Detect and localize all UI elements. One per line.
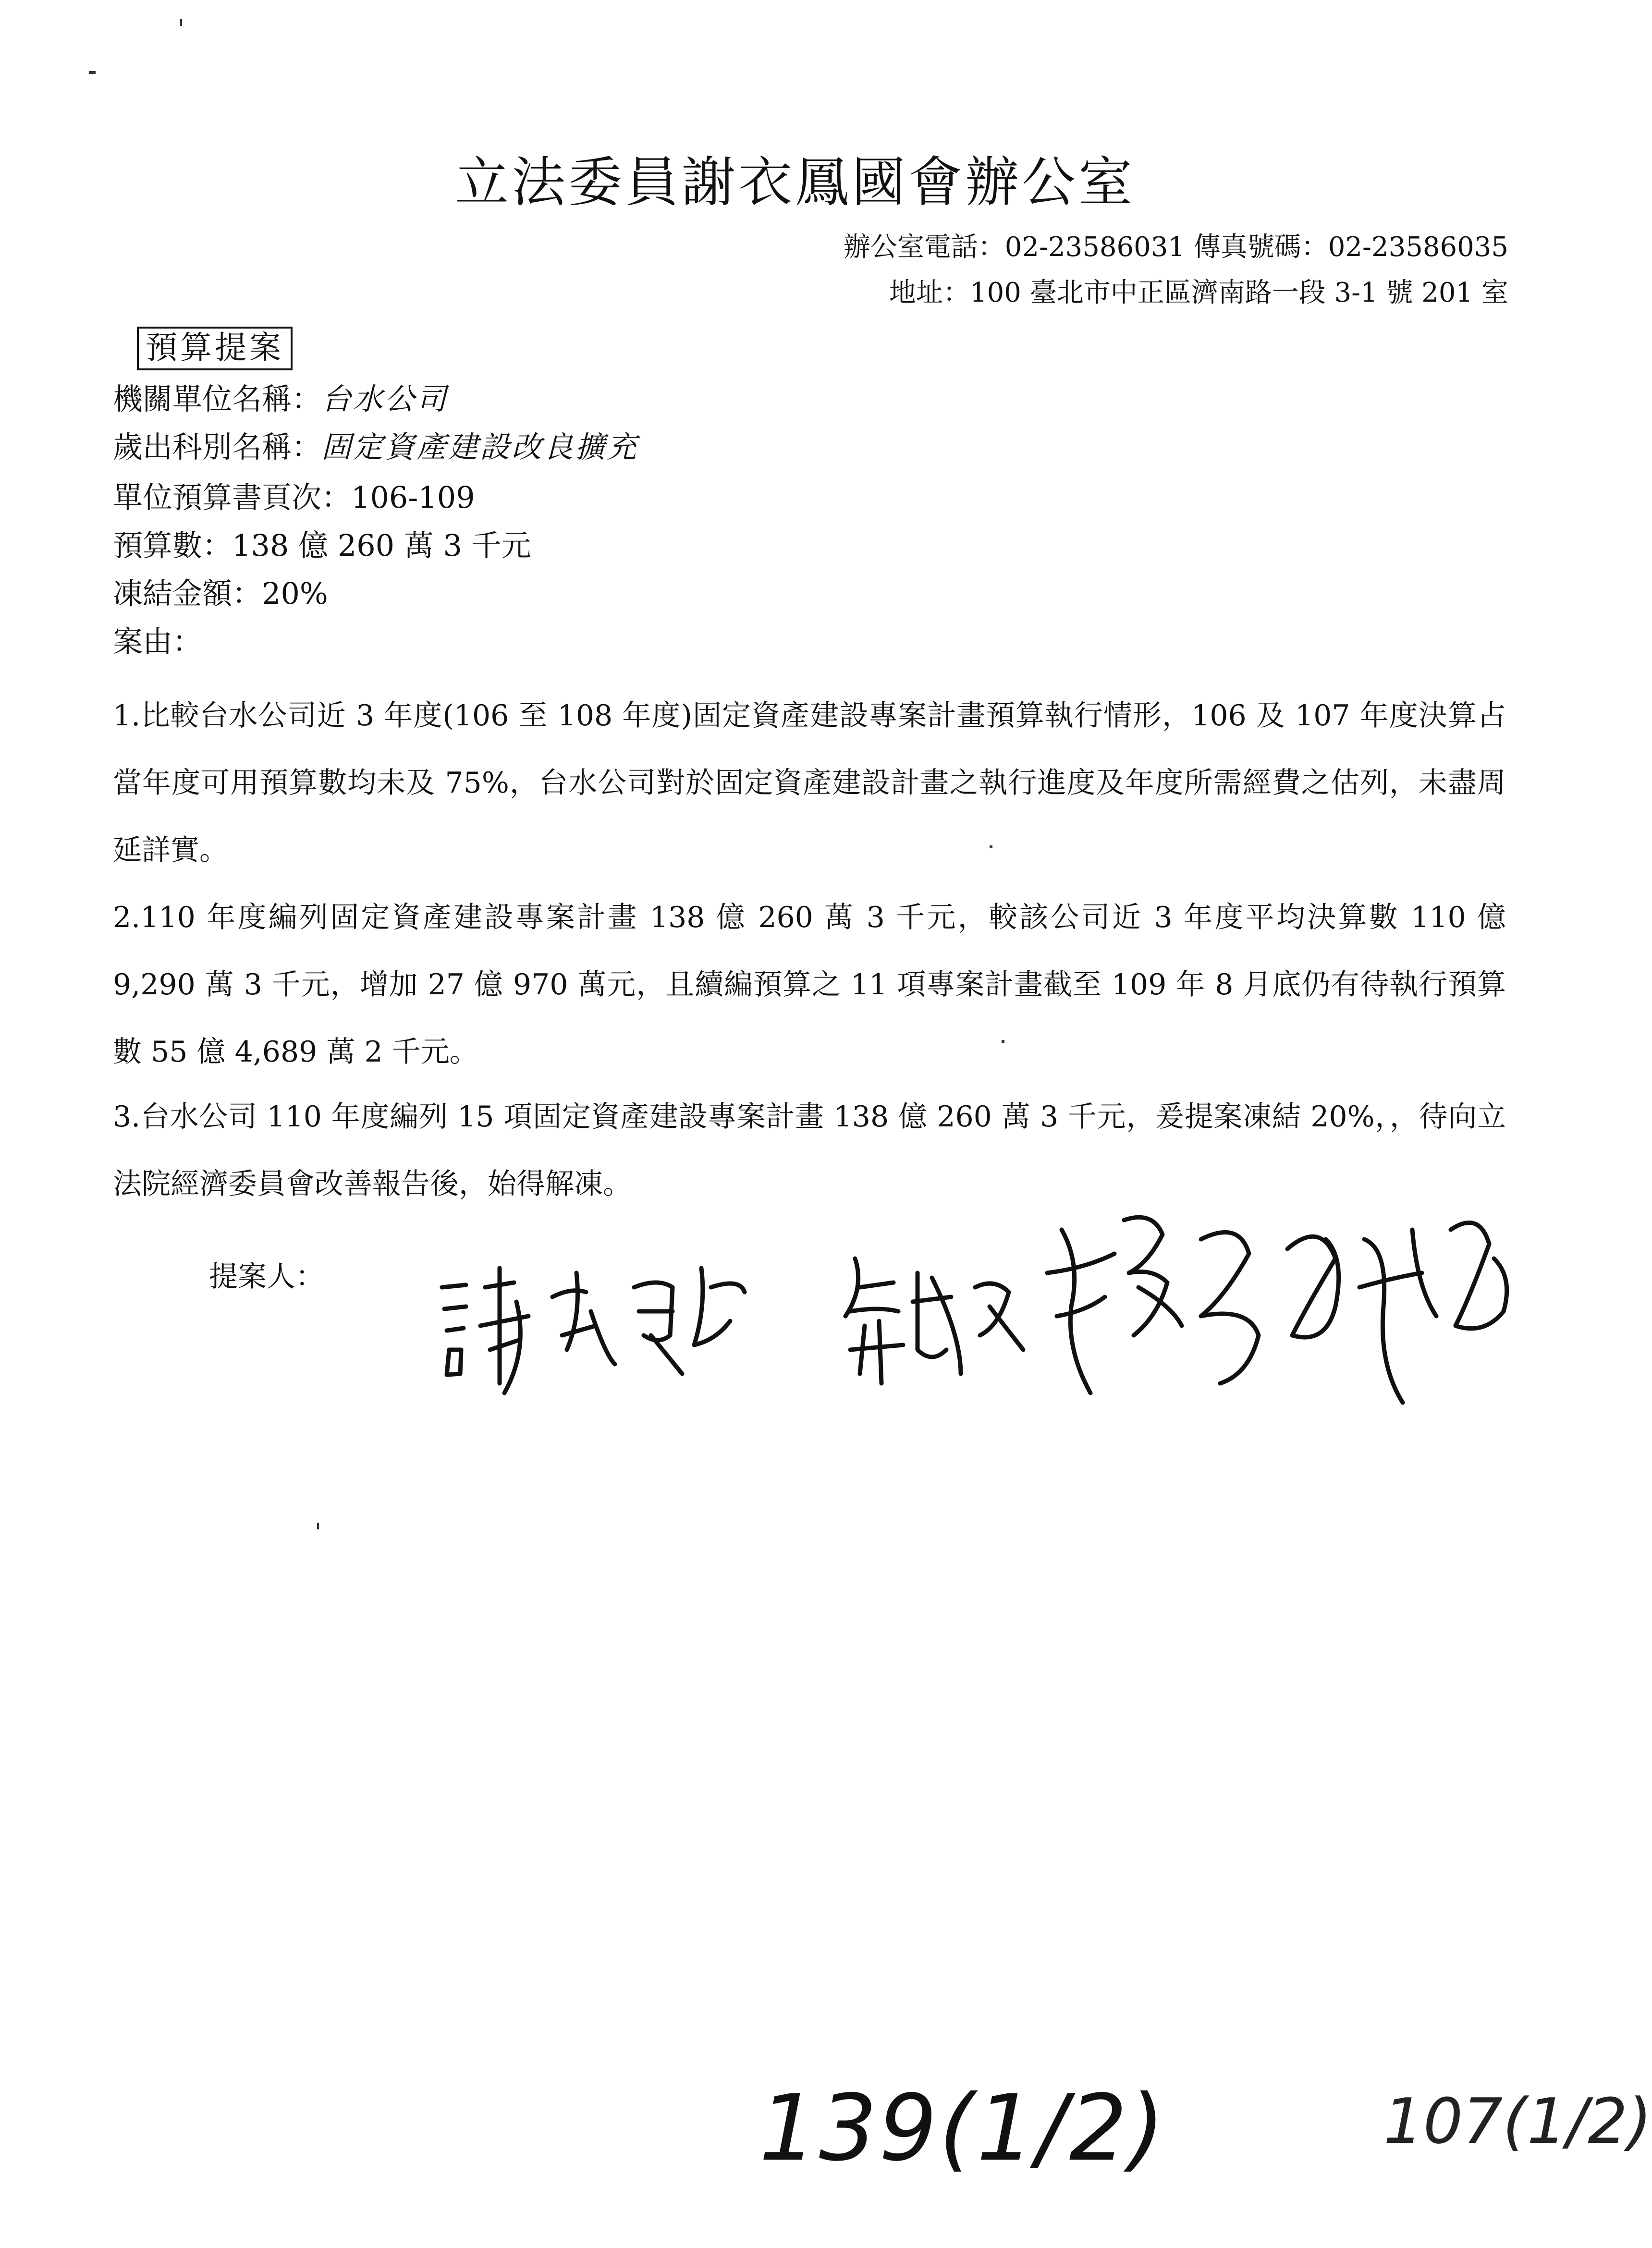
reason-paragraph-3: 3.台水公司 110 年度編列 15 項固定資產建設專案計畫 138 億 260 萬 3 千元，爰提案凍結 20%，，待向立法院經濟委員會改善報告後，始得解凍。: [113, 1100, 1506, 1201]
field-budget-item-label: 歲出科別名稱：: [113, 429, 322, 464]
field-agency: [113, 381, 449, 416]
scan-speck: [317, 1523, 319, 1529]
handwritten-signatures: [432, 1191, 1561, 1441]
field-pages-value: 106-109: [351, 480, 475, 515]
field-amount: [113, 528, 531, 563]
field-budget-item-value: 固定資產建設改良擴充: [321, 429, 639, 464]
field-pages: [113, 480, 475, 515]
signature-2: [845, 1258, 1023, 1383]
field-frozen-value: 20%: [262, 576, 328, 611]
signature-3: [1047, 1217, 1507, 1403]
page-number-handwritten: 139(1/2): [759, 2075, 1167, 2181]
signature-1: [442, 1268, 745, 1393]
proposer-label: 提案人：: [209, 1260, 324, 1294]
field-frozen-label: 凍結金額：: [113, 576, 262, 611]
office-address: 地址：100 臺北市中正區濟南路一段 3-1 號 201 室: [889, 277, 1508, 308]
field-budget-item: [113, 429, 639, 464]
reason-paragraph-2: 2.110 年度編列固定資產建設專案計畫 138 億 260 萬 3 千元，較該公司近 3 年度平均決算數 110 億 9,290 萬 3 千元，增加 27 億 970 萬元，且續編預算之 11 項專案計畫截至 109 年 8 月底仍有待執行預算數 55 億 4,689 萬 2 千元。: [113, 901, 1506, 1069]
page-number-handwritten-alt: 107(1/2): [1383, 2085, 1652, 2158]
field-reason-label: 案由：: [113, 624, 203, 659]
reason-paragraph-1: 1.比較台水公司近 3 年度(106 至 108 年度)固定資產建設專案計畫預算執行情形，106 及 107 年度決算占當年度可用預算數均未及 75%，台水公司對於固定資產建設計畫之執行進度及年度所需經費之估列，未盡周延詳實。: [113, 699, 1506, 867]
scan-speck: [89, 71, 96, 74]
proposal-type-badge: 預算提案: [137, 327, 293, 370]
field-agency-value: 台水公司: [321, 381, 449, 416]
field-agency-label: 機關單位名稱：: [113, 381, 322, 416]
scan-speck: [990, 845, 992, 848]
office-phone-fax: 辦公室電話：02-23586031 傳真號碼：02-23586035: [843, 232, 1508, 263]
scan-speck: [180, 19, 182, 26]
office-title: 立法委員謝衣鳳國會辦公室: [455, 151, 1135, 214]
field-frozen: [113, 576, 328, 611]
scan-speck: [1002, 1040, 1004, 1043]
field-amount-label: 預算數：: [113, 528, 233, 563]
field-amount-value: 138 億 260 萬 3 千元: [232, 528, 531, 563]
field-pages-label: 單位預算書頁次：: [113, 480, 352, 515]
